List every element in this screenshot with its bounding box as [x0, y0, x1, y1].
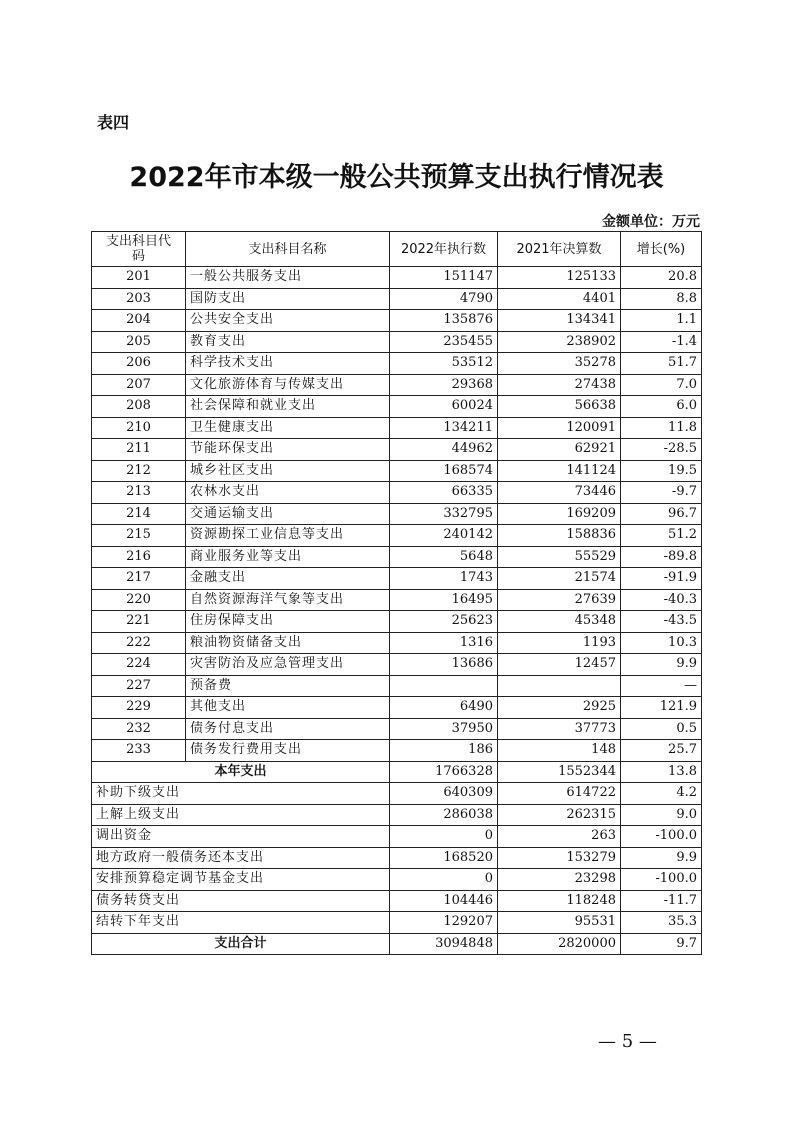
subject-code: 227 [92, 675, 186, 697]
subject-name: 国防支出 [186, 288, 390, 310]
subject-name: 科学技术支出 [186, 353, 390, 375]
subject-code: 224 [92, 654, 186, 676]
growth-value: 9.0 [621, 804, 702, 826]
subject-code: 222 [92, 632, 186, 654]
subject-name: 节能环保支出 [186, 439, 390, 461]
page-title: 2022年市本级一般公共预算支出执行情况表 [129, 162, 664, 193]
exec-2022-value: 5648 [390, 546, 498, 568]
final-2021-value: 95531 [498, 912, 621, 934]
table-row [92, 396, 702, 418]
other-expense-name: 上解上级支出 [92, 804, 390, 826]
other-expense-row [92, 804, 702, 826]
exec-2022-value: 151147 [390, 267, 498, 289]
other-expense-row [92, 890, 702, 912]
subtotal-exec-2022: 1766328 [390, 761, 498, 783]
other-expense-name: 结转下年支出 [92, 912, 390, 934]
final-2021-value: 120091 [498, 417, 621, 439]
final-2021-value: 1193 [498, 632, 621, 654]
final-2021-value: 37773 [498, 718, 621, 740]
table-row [92, 654, 702, 676]
subject-name: 自然资源海洋气象等支出 [186, 589, 390, 611]
final-2021-value: 12457 [498, 654, 621, 676]
subject-name: 债务发行费用支出 [186, 740, 390, 762]
other-expense-row [92, 783, 702, 805]
header-exec2022: 2022年执行数 [390, 232, 498, 267]
subject-name: 金融支出 [186, 568, 390, 590]
subject-name: 资源勘探工业信息等支出 [186, 525, 390, 547]
exec-2022-value: 29368 [390, 374, 498, 396]
growth-value: 25.7 [621, 740, 702, 762]
table-row [92, 632, 702, 654]
exec-2022-value: 240142 [390, 525, 498, 547]
final-2021-value: 169209 [498, 503, 621, 525]
subject-code: 221 [92, 611, 186, 633]
subject-name: 预备费 [186, 675, 390, 697]
final-2021-value: 118248 [498, 890, 621, 912]
other-expense-name: 调出资金 [92, 826, 390, 848]
subject-code: 210 [92, 417, 186, 439]
growth-value: 7.0 [621, 374, 702, 396]
final-2021-value: 4401 [498, 288, 621, 310]
table-row [92, 439, 702, 461]
header-name: 支出科目名称 [186, 232, 390, 267]
subject-code: 204 [92, 310, 186, 332]
header-final2021: 2021年决算数 [498, 232, 621, 267]
total-final-2021: 2820000 [498, 933, 621, 955]
growth-value: 35.3 [621, 912, 702, 934]
table-row [92, 331, 702, 353]
final-2021-value: 158836 [498, 525, 621, 547]
growth-value: 0.5 [621, 718, 702, 740]
exec-2022-value: 13686 [390, 654, 498, 676]
exec-2022-value: 168520 [390, 847, 498, 869]
subject-name: 粮油物资储备支出 [186, 632, 390, 654]
subject-name: 公共安全支出 [186, 310, 390, 332]
exec-2022-value: 332795 [390, 503, 498, 525]
table-row [92, 546, 702, 568]
final-2021-value: 238902 [498, 331, 621, 353]
final-2021-value: 262315 [498, 804, 621, 826]
subject-code: 216 [92, 546, 186, 568]
growth-value: -11.7 [621, 890, 702, 912]
other-expense-row [92, 847, 702, 869]
subject-code: 205 [92, 331, 186, 353]
table-row [92, 503, 702, 525]
subject-name: 农林水支出 [186, 482, 390, 504]
exec-2022-value [390, 675, 498, 697]
exec-2022-value: 60024 [390, 396, 498, 418]
subject-code: 201 [92, 267, 186, 289]
other-expense-row [92, 826, 702, 848]
subject-code: 211 [92, 439, 186, 461]
other-expense-name: 债务转贷支出 [92, 890, 390, 912]
growth-value: 51.2 [621, 525, 702, 547]
table-row [92, 718, 702, 740]
growth-value: 121.9 [621, 697, 702, 719]
table-row [92, 353, 702, 375]
subject-code: 215 [92, 525, 186, 547]
subject-name: 文化旅游体育与传媒支出 [186, 374, 390, 396]
subject-name: 债务付息支出 [186, 718, 390, 740]
growth-value: -28.5 [621, 439, 702, 461]
growth-value: 10.3 [621, 632, 702, 654]
growth-value: 11.8 [621, 417, 702, 439]
subject-name: 教育支出 [186, 331, 390, 353]
unit-note: 金额单位：万元 [602, 214, 700, 230]
growth-value: 9.9 [621, 847, 702, 869]
subject-code: 220 [92, 589, 186, 611]
growth-value: 6.0 [621, 396, 702, 418]
other-expense-name: 补助下级支出 [92, 783, 390, 805]
exec-2022-value: 0 [390, 826, 498, 848]
exec-2022-value: 0 [390, 869, 498, 891]
final-2021-value: 62921 [498, 439, 621, 461]
subject-code: 206 [92, 353, 186, 375]
table-body [92, 267, 702, 955]
final-2021-value: 56638 [498, 396, 621, 418]
subject-code: 217 [92, 568, 186, 590]
exec-2022-value: 16495 [390, 589, 498, 611]
table-row [92, 568, 702, 590]
final-2021-value: 73446 [498, 482, 621, 504]
other-expense-name: 安排预算稳定调节基金支出 [92, 869, 390, 891]
growth-value: -40.3 [621, 589, 702, 611]
exec-2022-value: 134211 [390, 417, 498, 439]
subject-name: 商业服务业等支出 [186, 546, 390, 568]
subtotal-final-2021: 1552344 [498, 761, 621, 783]
final-2021-value: 153279 [498, 847, 621, 869]
subject-name: 卫生健康支出 [186, 417, 390, 439]
table-row [92, 288, 702, 310]
other-expense-name: 地方政府一般债务还本支出 [92, 847, 390, 869]
growth-value: 20.8 [621, 267, 702, 289]
subject-name: 交通运输支出 [186, 503, 390, 525]
table-row [92, 675, 702, 697]
subject-code: 207 [92, 374, 186, 396]
growth-value: 8.8 [621, 288, 702, 310]
table-row [92, 310, 702, 332]
final-2021-value: 614722 [498, 783, 621, 805]
growth-value: -1.4 [621, 331, 702, 353]
subject-name: 一般公共服务支出 [186, 267, 390, 289]
exec-2022-value: 135876 [390, 310, 498, 332]
subject-name: 城乡社区支出 [186, 460, 390, 482]
header-growth: 增长(%) [621, 232, 702, 267]
subject-name: 灾害防治及应急管理支出 [186, 654, 390, 676]
growth-value: -100.0 [621, 869, 702, 891]
table-row [92, 589, 702, 611]
final-2021-value: 141124 [498, 460, 621, 482]
subject-name: 住房保障支出 [186, 611, 390, 633]
table-row [92, 482, 702, 504]
final-2021-value: 27639 [498, 589, 621, 611]
final-2021-value: 45348 [498, 611, 621, 633]
table-row [92, 267, 702, 289]
exec-2022-value: 1316 [390, 632, 498, 654]
header-code: 支出科目代码 [92, 232, 186, 267]
final-2021-value [498, 675, 621, 697]
final-2021-value: 134341 [498, 310, 621, 332]
exec-2022-value: 4790 [390, 288, 498, 310]
final-2021-value: 21574 [498, 568, 621, 590]
exec-2022-value: 186 [390, 740, 498, 762]
table-row [92, 460, 702, 482]
final-2021-value: 2925 [498, 697, 621, 719]
subject-code: 232 [92, 718, 186, 740]
exec-2022-value: 286038 [390, 804, 498, 826]
table-row [92, 611, 702, 633]
budget-table [91, 231, 702, 955]
subject-code: 229 [92, 697, 186, 719]
final-2021-value: 263 [498, 826, 621, 848]
exec-2022-value: 104446 [390, 890, 498, 912]
subject-code: 212 [92, 460, 186, 482]
final-2021-value: 23298 [498, 869, 621, 891]
total-label: 支出合计 [92, 933, 390, 955]
table-row [92, 740, 702, 762]
table-header-row [92, 232, 702, 267]
total-exec-2022: 3094848 [390, 933, 498, 955]
growth-value: 19.5 [621, 460, 702, 482]
exec-2022-value: 66335 [390, 482, 498, 504]
growth-value: -43.5 [621, 611, 702, 633]
final-2021-value: 27438 [498, 374, 621, 396]
total-row [92, 933, 702, 955]
growth-value: -89.8 [621, 546, 702, 568]
subject-name: 社会保障和就业支出 [186, 396, 390, 418]
growth-value: 96.7 [621, 503, 702, 525]
table-row [92, 697, 702, 719]
subtotal-label: 本年支出 [92, 761, 390, 783]
subject-code: 214 [92, 503, 186, 525]
exec-2022-value: 25623 [390, 611, 498, 633]
subject-name: 其他支出 [186, 697, 390, 719]
table-label: 表四 [97, 113, 130, 132]
exec-2022-value: 235455 [390, 331, 498, 353]
exec-2022-value: 53512 [390, 353, 498, 375]
table-row [92, 525, 702, 547]
exec-2022-value: 6490 [390, 697, 498, 719]
table-row [92, 374, 702, 396]
table-row [92, 417, 702, 439]
page-number: — 5 — [598, 1031, 657, 1052]
growth-value: — [621, 675, 702, 697]
growth-value: -91.9 [621, 568, 702, 590]
subtotal-growth: 13.8 [621, 761, 702, 783]
final-2021-value: 55529 [498, 546, 621, 568]
other-expense-row [92, 912, 702, 934]
growth-value: 51.7 [621, 353, 702, 375]
subject-code: 213 [92, 482, 186, 504]
subtotal-row [92, 761, 702, 783]
growth-value: 1.1 [621, 310, 702, 332]
exec-2022-value: 168574 [390, 460, 498, 482]
exec-2022-value: 129207 [390, 912, 498, 934]
growth-value: 4.2 [621, 783, 702, 805]
growth-value: 9.9 [621, 654, 702, 676]
final-2021-value: 148 [498, 740, 621, 762]
exec-2022-value: 37950 [390, 718, 498, 740]
total-growth: 9.7 [621, 933, 702, 955]
final-2021-value: 125133 [498, 267, 621, 289]
exec-2022-value: 640309 [390, 783, 498, 805]
growth-value: -100.0 [621, 826, 702, 848]
exec-2022-value: 1743 [390, 568, 498, 590]
subject-code: 208 [92, 396, 186, 418]
exec-2022-value: 44962 [390, 439, 498, 461]
final-2021-value: 35278 [498, 353, 621, 375]
other-expense-row [92, 869, 702, 891]
subject-code: 203 [92, 288, 186, 310]
subject-code: 233 [92, 740, 186, 762]
growth-value: -9.7 [621, 482, 702, 504]
